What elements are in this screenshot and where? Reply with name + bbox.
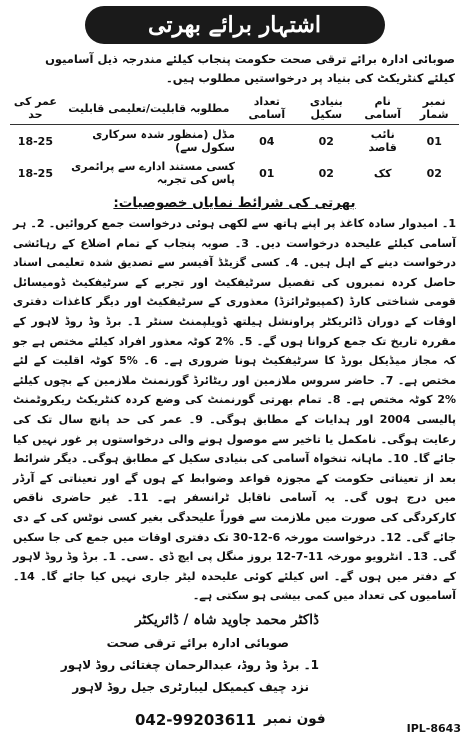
phone-label: فون نمبر xyxy=(264,711,326,727)
cell-count: 04 xyxy=(259,134,275,148)
terms-title: بھرتی کی شرائط نمایاں خصوصیات: xyxy=(113,195,356,211)
col-header-qualification: مطلوبہ قابلیت/تعلیمی قابلیت xyxy=(61,92,237,125)
col-header-serial: نمبر شمار xyxy=(409,92,459,125)
address-line-1: 1۔ برڈ وڈ روڈ، عبدالرحمان چغتائی روڈ لاہور xyxy=(60,657,319,672)
ad-title: اشتہار برائے بھرتی xyxy=(148,12,321,38)
cell-age: 18-25 xyxy=(17,166,53,180)
cell-post: نائب قاصد xyxy=(368,128,397,154)
phone-number: 042-99203611 xyxy=(135,711,257,729)
cell-serial: 02 xyxy=(426,166,442,180)
signature-block xyxy=(10,612,459,694)
organization-name: صوبائی ادارہ برائے ترقی صحت xyxy=(106,635,289,650)
phone-block xyxy=(135,711,326,729)
cell-post: کک xyxy=(373,166,392,180)
cell-count: 01 xyxy=(259,166,275,180)
cell-scale: 02 xyxy=(318,134,334,148)
cell-qualification: کسی مستند ادارے سے پرائمری پاس کی تجربہ xyxy=(71,160,235,186)
director-name: ڈاکٹر محمد جاوید شاہ / ڈائریکٹر xyxy=(135,611,319,628)
terms-text: 1۔ امیدوار سادہ کاغذ پر اپنے ہاتھ سے لکھی ہوئی درخواست جمع کروائیں۔ 2۔ ہر آسامی کیلئے علیحدہ درخواست دیں۔ 3۔ صوبہ پنجاب کے تمام اضلاع کے رہائشی درخواست دینے کے اہل ہیں۔ 4۔ کسی گزیٹڈ آفیسر سے تصدیق شدہ تعلیمی اسناد حاصل کردہ نمبروں کی تفصیل سرٹیفکیٹ اور تجربے کے سرٹیفکیٹ ڈومیسائل قومی شناختی کارڈ (کمپیوٹرائزڈ) معذوری کے سرٹیفکیٹ اور دیگر کاغذات دفتری اوقات کے دوران ڈائریکٹر پراونشل ہیلتھ ڈویلپمنٹ سنٹر 1۔ برڈ وڈ روڈ لاہور کے مقررہ تاریخ تک جمع کروانا ہوں گے۔ 5۔ %2 کوٹہ معذور افراد کیلئے مختص ہے جو کہ مجاز میڈیکل بورڈ کا سرٹیفکیٹ ہونا ضروری ہے۔ 6۔ %5 کوٹہ اقلیت کے لئے مختص ہے۔ 7۔ حاضر سروس ملازمین اور ریٹائرڈ گورنمنٹ ملازمین کے بچوں کیلئے %2 کوٹہ مختص ہے۔ 8۔ تمام بھرتی گورنمنٹ کی وضع کردہ کنٹریکٹ ریکروٹمنٹ پالیسی 2004 اور ہدایات کے مطابق ہوگی۔ 9۔ عمر کی حد پانچ سال تک کی رعایت ہوگی۔ نامکمل یا تاخیر سے موصول ہونے والی درخواستوں پر غور نہیں کیا جائے گا۔ 10۔ ماہانہ تنخواہ آسامی کی بنیادی سکیل کے مطابق ہوگی۔ دیگر شرائط بعد از تعیناتی حکومت کے مجوزہ قواعد وضوابط کے ہوں گے اور تعیناتی کے آرڈر میں درج ہوں گی۔ یہ آسامی ناقابل ٹرانسفر ہے۔ 11۔ غیر حاضری ناقص کارکردگی کی صورت میں ملازمت سے فوراً علیحدگی بغیر کسی نوٹس کی کے دی جائے گی۔ 12۔ درخواست مورخہ 6-12-30 تک دفتری اوقات میں جمع کی جا سکیں گی۔ 13۔ انٹرویو مورخہ 11-7-12 بروز منگل پی ایچ ڈی ۔سی۔ 1۔ برڈ وڈ روڈ لاہور کے دفتر میں ہوں گے۔ اس کیلئے کوئی علیحدہ لیٹر جاری نہیں کیا جائے گا۔ 14۔ آسامیوں کی تعداد میں کمی بیشی ہو سکتی ہے۔ xyxy=(13,217,457,603)
col-header-scale: بنیادی سکیل xyxy=(297,92,356,125)
cell-qualification: مڈل (منظور شدہ سرکاری سکول سے) xyxy=(92,128,235,154)
cell-age: 18-25 xyxy=(17,134,53,148)
col-header-age: عمر کی حد xyxy=(10,92,61,125)
table-row xyxy=(10,157,459,189)
cell-serial: 01 xyxy=(426,134,442,148)
table-row xyxy=(10,125,459,158)
address-line-2: نزد چیف کیمیکل لیبارٹری جیل روڈ لاہور xyxy=(72,679,309,694)
col-header-count: تعداد آسامی xyxy=(237,92,297,125)
ad-title-banner xyxy=(85,6,385,44)
table-header-row xyxy=(10,92,459,125)
intro-text: صوبائی ادارہ برائے ترقی صحت حکومت پنجاب کیلئے مندرجہ ذیل آسامیوں کیلئے کنٹریکٹ کی بنیاد پر درخواستیں مطلوب ہیں۔ xyxy=(45,52,455,85)
jobs-table xyxy=(10,92,459,189)
cell-scale: 02 xyxy=(318,166,334,180)
col-header-post: نام آسامی xyxy=(356,92,409,125)
ad-reference-code: IPL-8643 xyxy=(406,722,461,735)
